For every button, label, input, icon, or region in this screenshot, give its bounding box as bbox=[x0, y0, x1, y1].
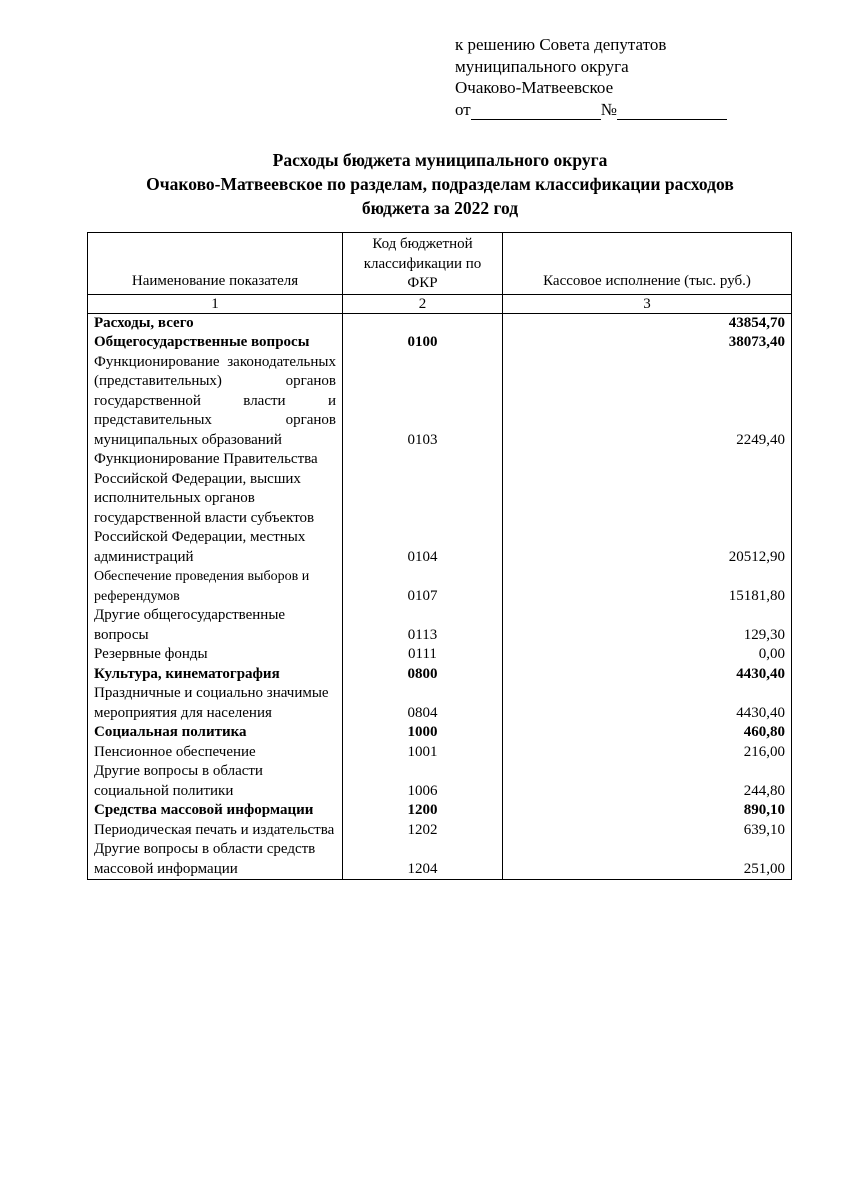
row-value: 38073,40 bbox=[503, 333, 792, 353]
table-row bbox=[88, 743, 792, 763]
document-title bbox=[60, 148, 820, 220]
header-line-date-number bbox=[455, 99, 727, 121]
row-value: 251,00 bbox=[503, 840, 792, 880]
date-blank bbox=[471, 102, 601, 120]
row-code: 0104 bbox=[343, 450, 503, 567]
row-name: Пенсионное обеспечение bbox=[88, 743, 343, 763]
date-prefix: от bbox=[455, 99, 471, 119]
row-code: 1202 bbox=[343, 821, 503, 841]
row-code: 1006 bbox=[343, 762, 503, 801]
row-code: 0111 bbox=[343, 645, 503, 665]
table-row bbox=[88, 645, 792, 665]
row-name: Функционирование законодательных (представительных) органов государственной власти и представительных органов муниципальных образований bbox=[88, 353, 343, 451]
row-value: 15181,80 bbox=[503, 567, 792, 606]
header-line-2: муниципального округа bbox=[455, 56, 629, 76]
table-row bbox=[88, 450, 792, 567]
code-header-line: Код бюджетной bbox=[372, 236, 473, 252]
row-value: 129,30 bbox=[503, 606, 792, 645]
row-name: Обеспечение проведения выборов и референдумов bbox=[88, 567, 343, 606]
row-name: Резервные фонды bbox=[88, 645, 343, 665]
row-value: 460,80 bbox=[503, 723, 792, 743]
row-value: 0,00 bbox=[503, 645, 792, 665]
row-name: Другие вопросы в области социальной политики bbox=[88, 762, 343, 801]
table-row bbox=[88, 801, 792, 821]
row-code: 1204 bbox=[343, 840, 503, 880]
row-code: 0107 bbox=[343, 567, 503, 606]
header-line-3: Очаково-Матвеевское bbox=[455, 78, 614, 97]
decision-reference bbox=[455, 34, 727, 120]
table-row bbox=[88, 567, 792, 606]
table-row bbox=[88, 723, 792, 743]
row-value: 4430,40 bbox=[503, 684, 792, 723]
title-line-3: бюджета за 2022 год bbox=[361, 198, 519, 218]
row-name: Средства массовой информации bbox=[88, 801, 343, 821]
table-row bbox=[88, 762, 792, 801]
table-row bbox=[88, 684, 792, 723]
row-code: 0113 bbox=[343, 606, 503, 645]
row-name: Культура, кинематография bbox=[88, 665, 343, 685]
row-name: Общегосударственные вопросы bbox=[88, 333, 343, 353]
budget-expenses-table bbox=[87, 232, 792, 880]
table-row bbox=[88, 313, 792, 333]
row-name: Другие вопросы в области средств массовой информации bbox=[88, 840, 343, 880]
number-sign: № bbox=[600, 99, 617, 119]
row-code: 1000 bbox=[343, 723, 503, 743]
title-line-2: Очаково-Матвеевское по разделам, подразделам классификации расходов bbox=[146, 174, 734, 194]
row-code: 0804 bbox=[343, 684, 503, 723]
row-value: 4430,40 bbox=[503, 665, 792, 685]
table-row bbox=[88, 840, 792, 880]
column-number-row bbox=[88, 294, 792, 313]
column-header-name: Наименование показателя bbox=[88, 233, 343, 295]
table-row bbox=[88, 821, 792, 841]
code-header-line: классификации по bbox=[363, 255, 482, 272]
column-header-value: Кассовое исполнение (тыс. руб.) bbox=[503, 233, 792, 295]
row-name: Праздничные и социально значимые мероприятия для населения bbox=[88, 684, 343, 723]
title-line-1: Расходы бюджета муниципального округа bbox=[272, 150, 608, 170]
column-number: 1 bbox=[88, 294, 343, 313]
row-code bbox=[343, 313, 503, 333]
header-line-1: к решению Совета депутатов bbox=[455, 35, 667, 54]
row-value: 890,10 bbox=[503, 801, 792, 821]
table-header-row bbox=[88, 233, 792, 295]
row-value: 2249,40 bbox=[503, 353, 792, 451]
row-name: Периодическая печать и издательства bbox=[88, 821, 343, 841]
row-code: 1001 bbox=[343, 743, 503, 763]
table-row bbox=[88, 665, 792, 685]
code-header-line: ФКР bbox=[407, 275, 438, 291]
row-name: Социальная политика bbox=[88, 723, 343, 743]
row-name: Расходы, всего bbox=[88, 313, 343, 333]
row-code: 0100 bbox=[343, 333, 503, 353]
row-value: 244,80 bbox=[503, 762, 792, 801]
column-number: 2 bbox=[343, 294, 503, 313]
row-value: 639,10 bbox=[503, 821, 792, 841]
column-header-code bbox=[343, 233, 503, 295]
row-name: Функционирование Правительства Российской Федерации, высших исполнительных органов государственной власти субъектов Российской Федерации, местных администраций bbox=[88, 450, 343, 567]
row-value: 216,00 bbox=[503, 743, 792, 763]
number-blank bbox=[617, 102, 727, 120]
row-code: 0800 bbox=[343, 665, 503, 685]
row-value: 20512,90 bbox=[503, 450, 792, 567]
table-row bbox=[88, 606, 792, 645]
row-code: 1200 bbox=[343, 801, 503, 821]
column-number: 3 bbox=[503, 294, 792, 313]
row-value: 43854,70 bbox=[503, 313, 792, 333]
table-row bbox=[88, 333, 792, 353]
row-name: Другие общегосударственные вопросы bbox=[88, 606, 343, 645]
row-code: 0103 bbox=[343, 353, 503, 451]
table-row bbox=[88, 353, 792, 451]
